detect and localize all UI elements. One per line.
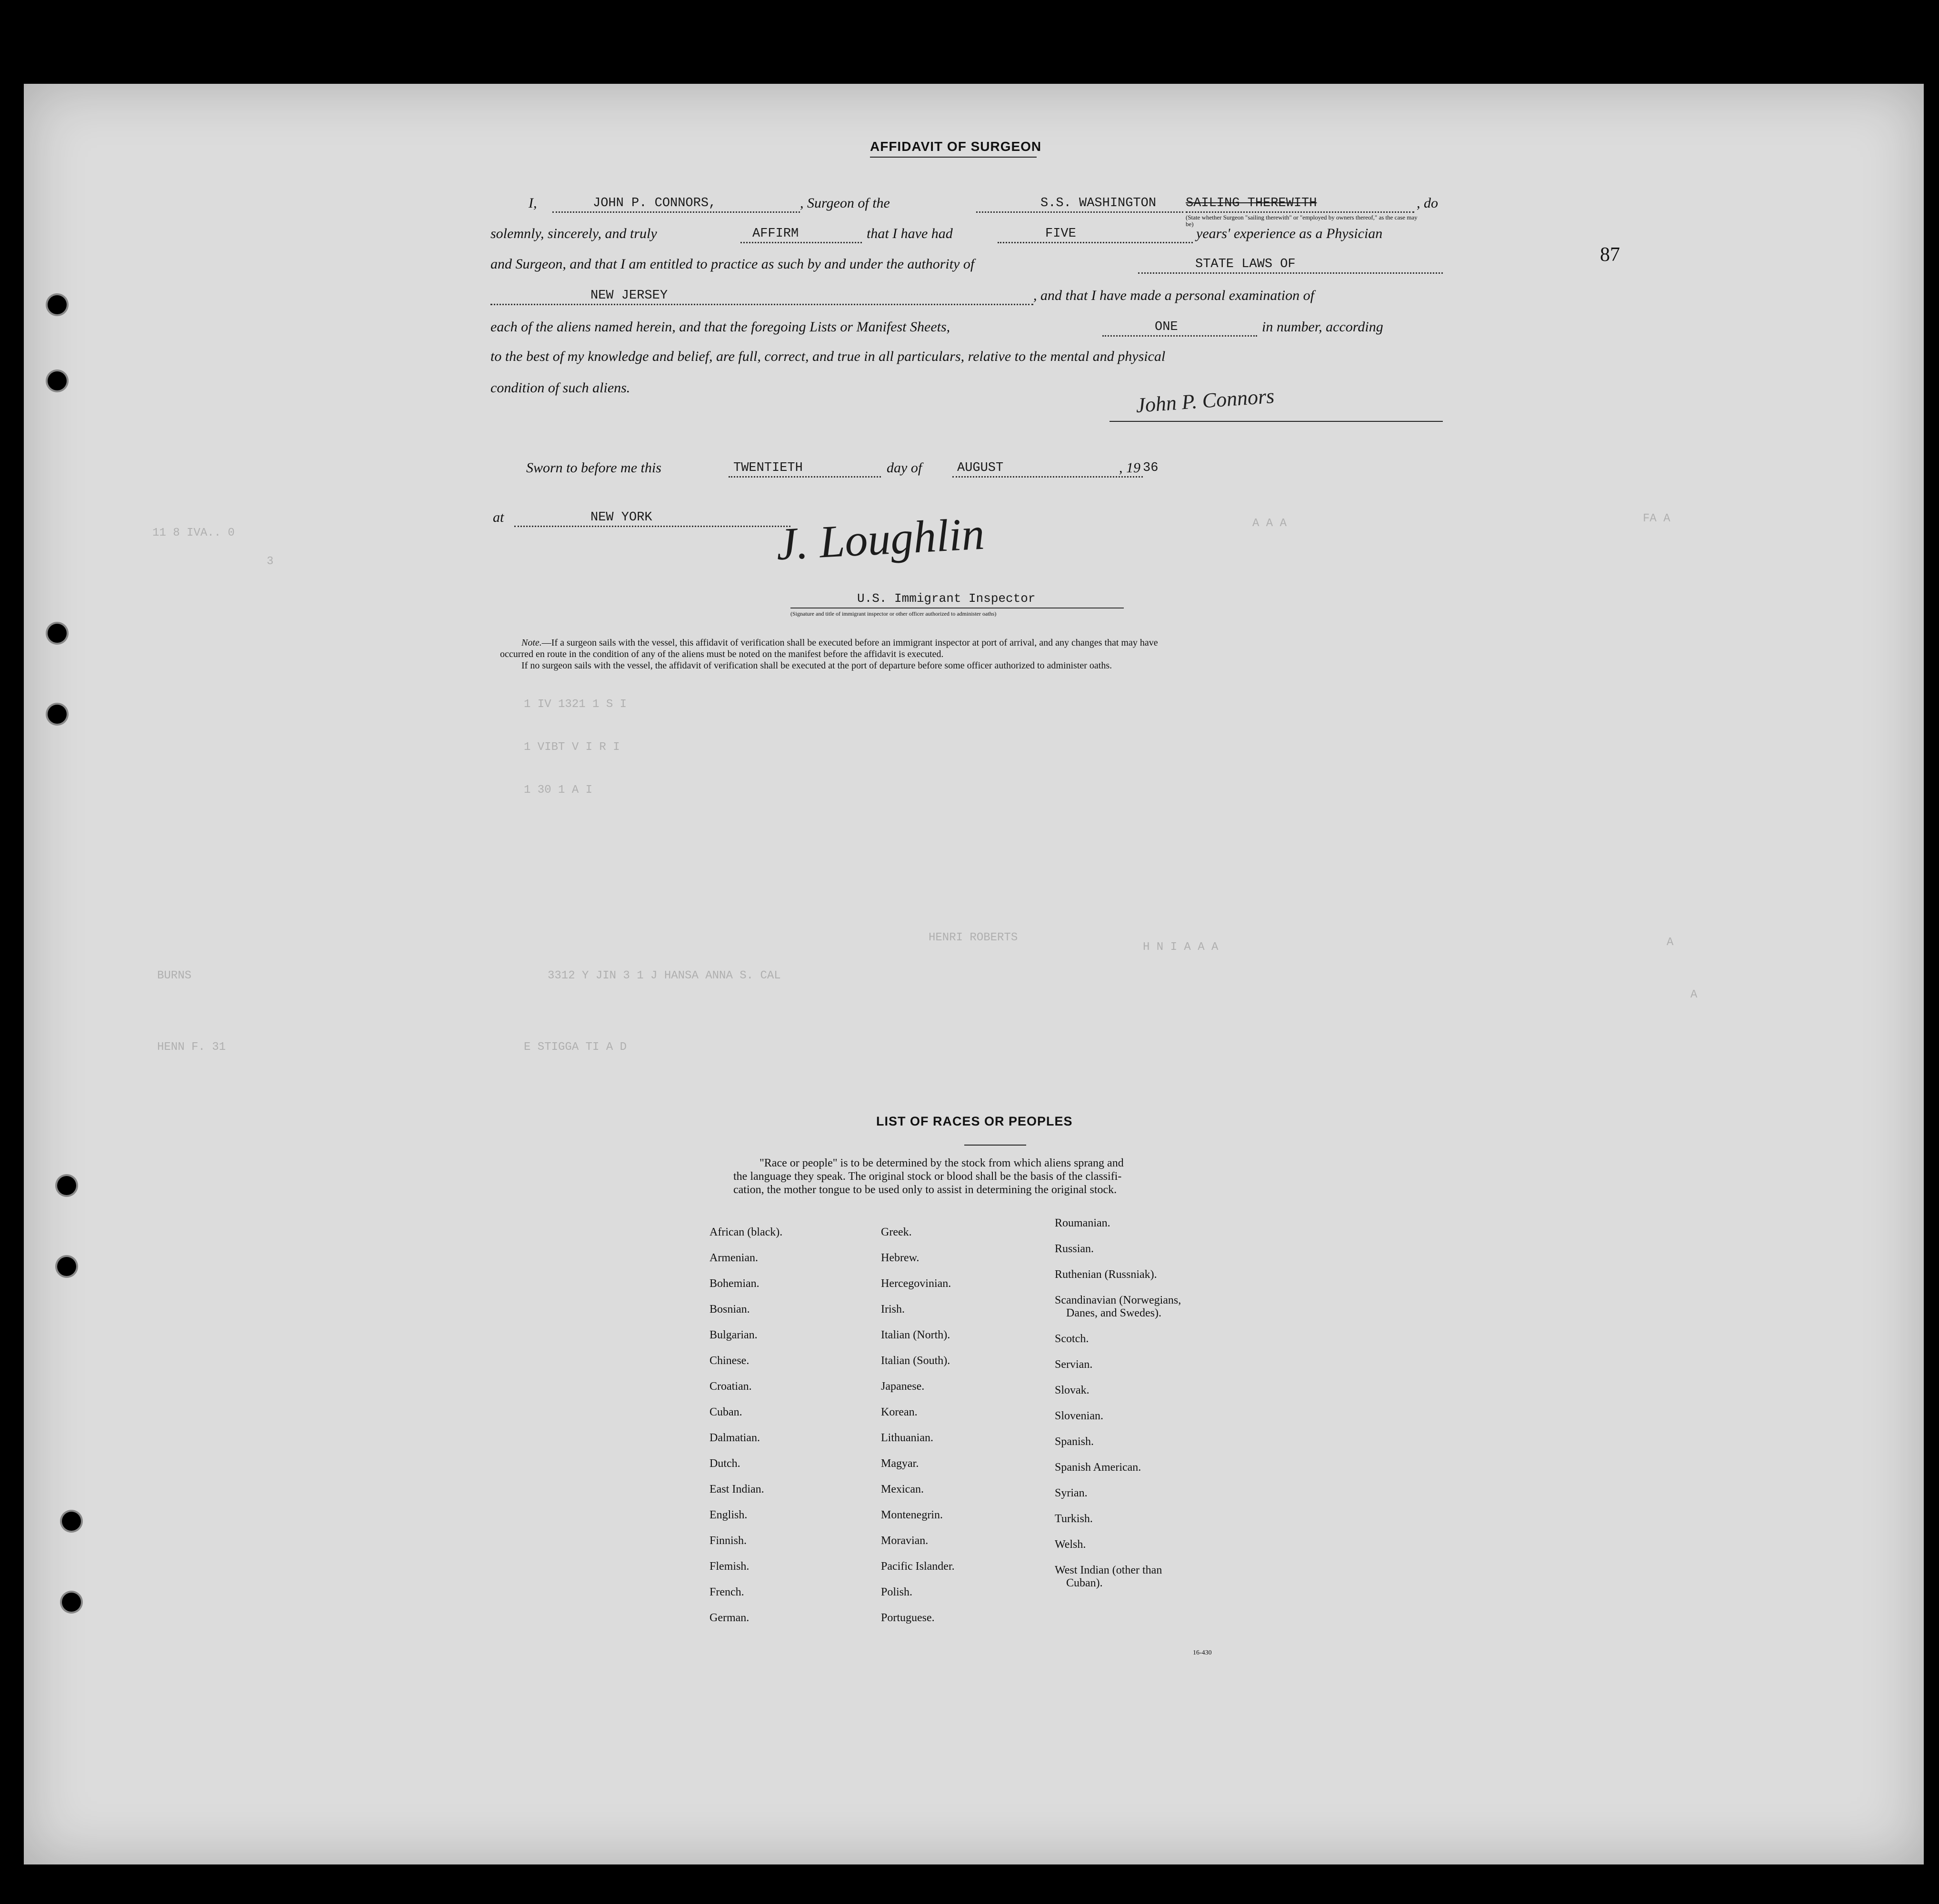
race-item: Bulgarian. [710,1329,758,1341]
race-item: German. [710,1612,750,1624]
sworn-mid: day of [887,460,922,476]
race-item: West Indian (other than [1055,1564,1162,1576]
race-item: Ruthenian (Russniak). [1055,1268,1157,1281]
affidavit-line1-post: , do [1417,195,1438,211]
race-item: Dutch. [710,1457,740,1470]
race-item: Hebrew. [881,1252,920,1264]
races-title: LIST OF RACES OR PEOPLES [876,1114,1073,1128]
surgeon-capacity: SAILING THEREWITH [1186,196,1317,210]
note-line1: —If a surgeon sails with the vessel, this affidavit of verification shall be executed before an immigrant inspector at port of arrival, and any changes that may have [541,638,1158,648]
authority-line2: NEW JERSEY [590,289,668,303]
sworn-pre: Sworn to before me this [526,460,661,476]
punch-hole [48,705,67,724]
race-item: Cuban. [710,1406,742,1418]
race-item: Hercegovinian. [881,1277,951,1290]
race-item: Scotch. [1055,1333,1089,1345]
officer-signature: J. Loughlin [775,508,986,570]
race-item: Spanish American. [1055,1461,1141,1474]
sworn-year-prefix: , 19 [1119,460,1140,476]
vessel-name: S.S. WASHINGTON [1040,196,1157,210]
officer-caption: (Signature and title of immigrant inspector or other officer authorized to administer oaths) [790,610,997,617]
punch-hole [62,1593,81,1612]
years-experience: FIVE [1045,227,1076,241]
punch-hole [48,295,67,314]
race-item: Lithuanian. [881,1432,933,1444]
race-item: Mexican. [881,1483,924,1495]
race-item: African (black). [710,1226,783,1238]
affirm-verb: AFFIRM [752,227,799,241]
race-item: Korean. [881,1406,918,1418]
race-item: Dalmatian. [710,1432,760,1444]
affidavit-note [521,637,1158,648]
races-column-2 [881,1219,955,1631]
at-pre: at [493,509,504,525]
affidavit-line2-post: years' experience as a Physician [1196,226,1383,241]
race-item: Spanish. [1055,1435,1094,1448]
affidavit-line1-mid: , Surgeon of the [800,195,890,211]
races-column-3 [1055,1217,1181,1590]
race-item: French. [710,1586,744,1598]
affidavit-line5-post: in number, according [1262,319,1383,335]
races-intro-3: cation, the mother tongue to be used only to assist in determining the original stock. [733,1184,1117,1196]
race-item: Montenegrin. [881,1509,943,1521]
races-intro-1: "Race or people" is to be determined by the stock from which aliens sprang and [760,1157,1124,1169]
race-item: Moravian. [881,1535,929,1547]
race-item: Magyar. [881,1457,919,1470]
page-number: 87 [1600,244,1620,266]
race-item: Slovak. [1055,1384,1089,1396]
affidavit-line7: condition of such aliens. [490,380,630,396]
race-item: Syrian. [1055,1487,1088,1499]
punch-hole [57,1257,76,1276]
race-item: Greek. [881,1226,912,1238]
punch-hole [57,1176,76,1195]
race-item: Welsh. [1055,1538,1086,1551]
sworn-day: TWENTIETH [733,461,803,475]
race-item: Armenian. [710,1252,758,1264]
punch-hole [62,1512,81,1531]
race-item-continued: Danes, and Swedes). [1066,1307,1161,1319]
race-item: Polish. [881,1586,913,1598]
race-item: Servian. [1055,1358,1093,1371]
affidavit-line1-pre: I, [529,195,537,211]
race-item: Slovenian. [1055,1410,1103,1422]
race-item: English. [710,1509,748,1521]
form-number: 16-430 [1193,1649,1212,1656]
affidavit-line2-pre: solemnly, sincerely, and truly [490,226,657,241]
race-item: Pacific Islander. [881,1560,955,1573]
race-item: Flemish. [710,1560,750,1573]
race-item: Croatian. [710,1380,752,1393]
affidavit-line4-post: , and that I have made a personal examination of [1033,288,1314,303]
surgeon-name: JOHN P. CONNORS, [593,196,717,210]
race-item: East Indian. [710,1483,764,1495]
sworn-place: NEW YORK [590,510,652,525]
affidavit-title: AFFIDAVIT OF SURGEON [870,139,1042,154]
surgeon-signature: John P. Connors [1135,384,1275,418]
races-intro-2: the language they speak. The original stock or blood shall be the basis of the classifi- [733,1170,1122,1183]
affidavit-line3-pre: and Surgeon, and that I am entitled to practice as such by and under the authority of [490,256,975,272]
punch-hole [48,371,67,390]
race-item: Irish. [881,1303,905,1316]
document-sheet: 11 8 IVA.. 0 3 A A A FA A 1 IV 1321 1 S I 1 VIBT V I R I 1 30 1 A I HENRI ROBERTS 3312 Y JIN 3 1 J HANSA ANNA S. CAL BURNS HENN F. 31 E STIGGA TI A D H N I A A A A A 87 AFFIDAVIT OF SURGEON I, JOHN P. CONNORS, , Surgeon of the S.S. WASHINGTON SAILING THEREWITH , do (State whether Surgeon "sailing therewith" or "employed by owners thereof," as the case may be) solemnly, sincerely, and truly AFFIRM that I have had FIVE years' experience as a Physician and Surgeon, and that I am entitled to practice as such by and under the authority of STATE LAWS OF NEW JERSEY , and that I have made a personal examination of each of the aliens named herein, and that the foregoing Lists or Manifest Sheets, ONE in number, according to the best of my knowledge and belief, are full, correct, and true in all particulars, relative to the mental and physical condition of such aliens. John P. Connors Sworn to before me this TWENTIETH day of AUGUST , 19 36 at NEW YORK J. Loughlin U.S. Immigrant Inspector (Signature and title of immigrant inspector or other officer authorized to administer oaths) Note.—If a surgeon sails with the vessel, this affidavit of verification shall be executed before an immigrant inspector at port of arrival, and any changes that may have occurred en route in the condition of any of the aliens must be noted on the manifest before the affidavit is executed. If no surgeon sails with the vessel, the affidavit of verification shall be executed at the port of departure before some officer authorized to administer oaths. LIST OF RACES OR PEOPLES "Race or people" is to be determined by the stock from which aliens sprang and the language they speak. The original stock or blood shall be the basis of the classifi- cation, the mother tongue to be used only to assist in determining the original stock. African (black). Armenian. Bohemian. Bosnian. Bulgarian. Chinese. Croatian. Cuban. Dalmatian. Dutch. East Indian. English. Finnish. Flemish. French. German. Greek. Hebrew. Hercegovinian. Irish. Italian (North). Italian (South). Japanese. Korean. Lithuanian. Magyar. Mexican. Montenegrin. Moravian. Pacific Islander. Polish. Portuguese. Roumanian. Russian. Ruthenian (Russniak). Scandinavian (Norwegians, Danes, and Swedes). Scotch. Servian. Slovak. Slovenian. Spanish. Spanish American. Syrian. Turkish. Welsh. West Indian (other than Cuban). 16-430 [24,84,1924,1864]
race-item: Bohemian. [710,1277,760,1290]
race-item: Scandinavian (Norwegians, [1055,1294,1181,1306]
race-item: Japanese. [881,1380,925,1393]
race-item: Italian (South). [881,1355,950,1367]
race-item: Chinese. [710,1355,750,1367]
note-line3: If no surgeon sails with the vessel, the affidavit of verification shall be executed at the port of departure before some officer authorized to administer oaths. [521,660,1112,671]
note-line2: occurred en route in the condition of any of the aliens must be noted on the manifest before the affidavit is executed. [500,649,944,659]
punch-hole [48,624,67,643]
race-item: Turkish. [1055,1513,1093,1525]
race-item-continued: Cuban). [1066,1577,1103,1589]
authority-line1: STATE LAWS OF [1195,257,1296,271]
race-item: Portuguese. [881,1612,935,1624]
capacity-note: (State whether Surgeon "sailing therewith" or "employed by owners thereof," as the case may be) [1186,214,1418,228]
note-lead: Note. [521,638,542,648]
officer-title: U.S. Immigrant Inspector [857,591,1036,606]
races-column-1 [710,1219,782,1631]
affidavit-line6: to the best of my knowledge and belief, are full, correct, and true in all particulars, relative to the mental and physical [490,349,1166,364]
sworn-year: 36 [1143,461,1159,475]
race-item: Finnish. [710,1535,747,1547]
affidavit-line5-pre: each of the aliens named herein, and that the foregoing Lists or Manifest Sheets, [490,319,950,335]
race-item: Roumanian. [1055,1217,1110,1229]
race-item: Bosnian. [710,1303,750,1316]
sheet-count: ONE [1155,320,1178,334]
affidavit-line2-mid: that I have had [867,226,953,241]
race-item: Russian. [1055,1243,1094,1255]
sworn-month: AUGUST [957,461,1004,475]
race-item: Italian (North). [881,1329,950,1341]
